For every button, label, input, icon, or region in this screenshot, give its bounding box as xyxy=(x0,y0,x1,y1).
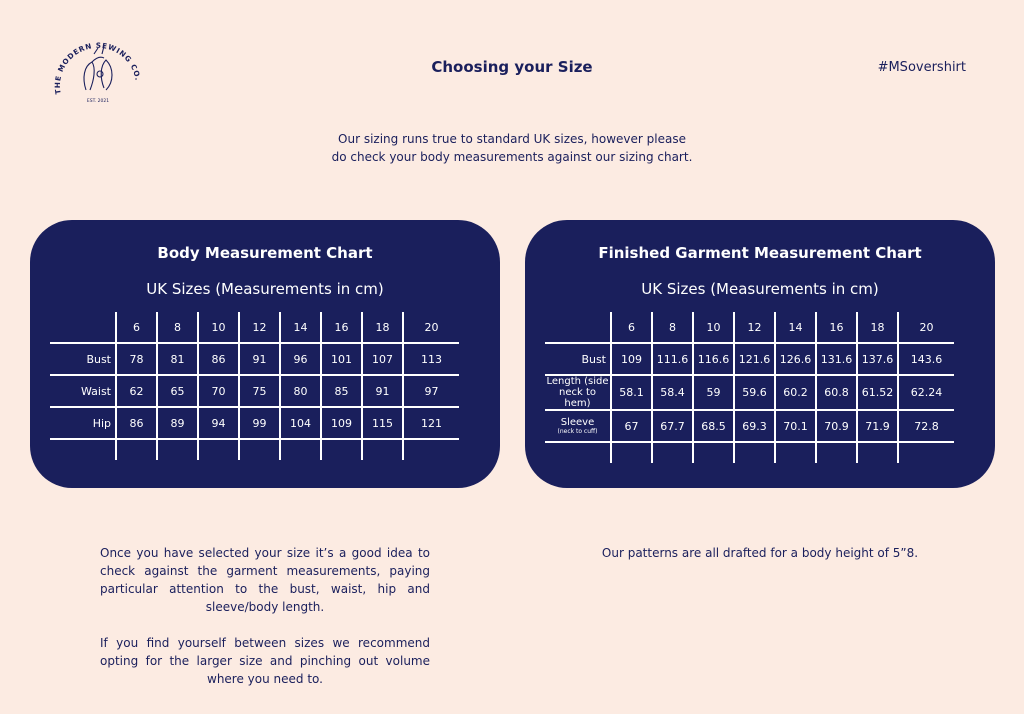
size-header: 6 xyxy=(116,312,157,343)
garment-measurement-card xyxy=(525,220,995,488)
size-header: 18 xyxy=(362,312,403,343)
table-cell: 111.6 xyxy=(652,343,693,375)
table-cell: 91 xyxy=(239,343,280,375)
table-cell: 99 xyxy=(239,407,280,439)
table-cell: 96 xyxy=(280,343,321,375)
table-cell: 72.8 xyxy=(898,410,954,442)
table-row xyxy=(50,407,459,439)
garment-chart-title: Finished Garment Measurement Chart xyxy=(598,244,922,262)
table-cell: 97 xyxy=(403,375,459,407)
table-cell: 61.52 xyxy=(857,375,898,410)
size-header: 6 xyxy=(611,312,652,343)
table-row xyxy=(545,343,954,375)
table-cell: 60.2 xyxy=(775,375,816,410)
size-header: 10 xyxy=(198,312,239,343)
table-row xyxy=(545,375,954,410)
row-label-sleeve xyxy=(545,410,611,442)
body-chart-title: Body Measurement Chart xyxy=(157,244,373,262)
table-cell: 78 xyxy=(116,343,157,375)
size-header: 20 xyxy=(898,312,954,343)
table-cell: 101 xyxy=(321,343,362,375)
table-cell: 60.8 xyxy=(816,375,857,410)
size-header: 20 xyxy=(403,312,459,343)
body-measurement-card xyxy=(30,220,500,488)
size-header: 8 xyxy=(157,312,198,343)
table-cell: 94 xyxy=(198,407,239,439)
table-cell: 80 xyxy=(280,375,321,407)
row-label: Bust xyxy=(545,343,611,375)
table-cell: 115 xyxy=(362,407,403,439)
table-cell: 86 xyxy=(116,407,157,439)
size-header: 10 xyxy=(693,312,734,343)
table-cell: 69.3 xyxy=(734,410,775,442)
table-cell: 71.9 xyxy=(857,410,898,442)
table-cell: 86 xyxy=(198,343,239,375)
body-measurement-table xyxy=(50,312,459,460)
row-label: Waist xyxy=(50,375,116,407)
table-cell: 109 xyxy=(321,407,362,439)
table-cell: 58.4 xyxy=(652,375,693,410)
table-row xyxy=(545,410,954,442)
table-cell: 68.5 xyxy=(693,410,734,442)
body-chart-subtitle: UK Sizes (Measurements in cm) xyxy=(146,280,384,298)
table-row xyxy=(50,375,459,407)
table-cell: 67 xyxy=(611,410,652,442)
table-corner-cell xyxy=(50,312,116,343)
brand-est: EST. 2021 xyxy=(86,99,110,104)
size-header: 14 xyxy=(775,312,816,343)
table-cell: 107 xyxy=(362,343,403,375)
table-cell: 81 xyxy=(157,343,198,375)
garment-chart-subtitle: UK Sizes (Measurements in cm) xyxy=(641,280,879,298)
advice-paragraph-2: If you find yourself between sizes we recommend opting for the larger size and pinching out volume where you need to. xyxy=(100,636,430,686)
table-cell: 131.6 xyxy=(816,343,857,375)
table-cell: 70 xyxy=(198,375,239,407)
table-cell: 59.6 xyxy=(734,375,775,410)
table-cell: 85 xyxy=(321,375,362,407)
table-spacer-row xyxy=(545,442,954,463)
table-cell: 62.24 xyxy=(898,375,954,410)
table-cell: 70.1 xyxy=(775,410,816,442)
brand-name: THE MODERN SEWING CO. xyxy=(52,40,143,95)
row-sublabel: (neck to cuff) xyxy=(557,427,598,435)
table-cell: 70.9 xyxy=(816,410,857,442)
table-cell: 113 xyxy=(403,343,459,375)
table-cell: 104 xyxy=(280,407,321,439)
table-corner-cell xyxy=(545,312,611,343)
table-cell: 65 xyxy=(157,375,198,407)
table-cell: 75 xyxy=(239,375,280,407)
table-cell: 58.1 xyxy=(611,375,652,410)
table-cell: 137.6 xyxy=(857,343,898,375)
size-advice-text xyxy=(100,544,430,706)
row-label: Hip xyxy=(50,407,116,439)
table-cell: 116.6 xyxy=(693,343,734,375)
height-note: Our patterns are all drafted for a body height of 5”8. xyxy=(601,546,919,560)
table-cell: 91 xyxy=(362,375,403,407)
table-cell: 126.6 xyxy=(775,343,816,375)
row-label: Sleeve xyxy=(560,416,595,428)
table-header-row xyxy=(545,312,954,343)
page-title: Choosing your Size xyxy=(431,58,593,76)
table-cell: 143.6 xyxy=(898,343,954,375)
row-label: Length (side neck to hem) xyxy=(545,375,611,410)
table-spacer-row xyxy=(50,439,459,460)
table-cell: 121 xyxy=(403,407,459,439)
size-header: 12 xyxy=(734,312,775,343)
row-label: Bust xyxy=(50,343,116,375)
table-cell: 89 xyxy=(157,407,198,439)
size-header: 14 xyxy=(280,312,321,343)
advice-paragraph-1: Once you have selected your size it’s a good idea to check against the garment measurements, paying particular attention to the bust, waist, hip and sleeve/body length. xyxy=(100,546,430,614)
table-cell: 62 xyxy=(116,375,157,407)
table-header-row xyxy=(50,312,459,343)
size-header: 16 xyxy=(816,312,857,343)
intro-line-2: do check your body measurements against our sizing chart. xyxy=(331,150,693,164)
size-header: 16 xyxy=(321,312,362,343)
table-cell: 59 xyxy=(693,375,734,410)
size-header: 12 xyxy=(239,312,280,343)
table-cell: 121.6 xyxy=(734,343,775,375)
table-cell: 109 xyxy=(611,343,652,375)
garment-measurement-table xyxy=(545,312,954,463)
intro-line-1: Our sizing runs true to standard UK sizes, however please xyxy=(338,132,686,146)
size-header: 18 xyxy=(857,312,898,343)
size-header: 8 xyxy=(652,312,693,343)
table-cell: 67.7 xyxy=(652,410,693,442)
intro-text xyxy=(0,130,1024,166)
hashtag: #MSovershirt xyxy=(877,60,966,75)
table-row xyxy=(50,343,459,375)
